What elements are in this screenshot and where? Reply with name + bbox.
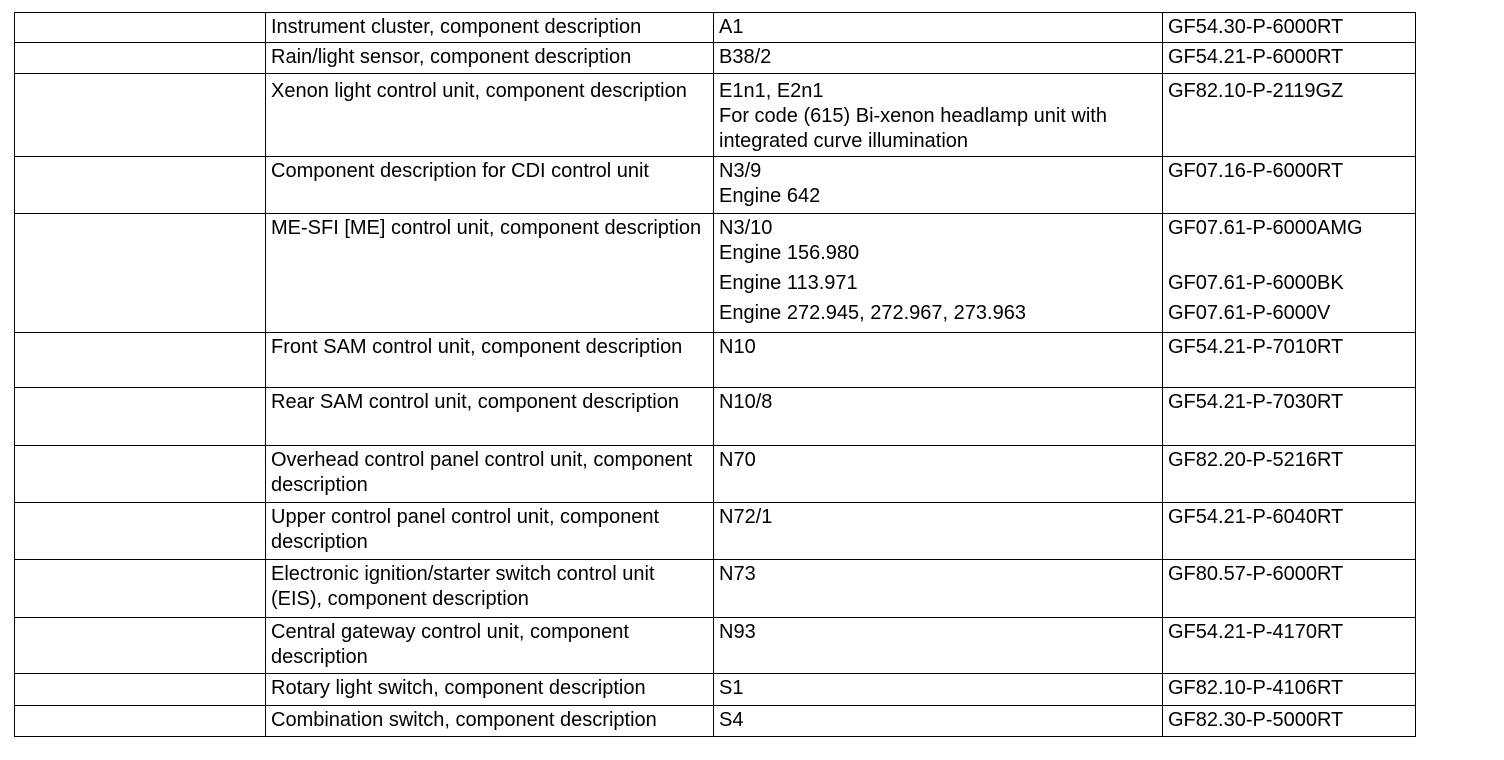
designation-cell: N10/8	[714, 388, 1163, 446]
empty-cell	[15, 560, 266, 618]
designation-cell: A1	[714, 13, 1163, 43]
empty-cell	[15, 43, 266, 74]
table-row	[15, 503, 1416, 560]
document-link[interactable]: GF07.61-P-6000BK	[1168, 272, 1344, 294]
table-row	[15, 674, 1416, 706]
designation-code: N3/10	[719, 217, 773, 239]
document-cell[interactable]: GF54.21-P-6000RT	[1163, 43, 1416, 74]
document-cell[interactable]: GF54.21-P-7030RT	[1163, 388, 1416, 446]
document-cell[interactable]: GF82.30-P-5000RT	[1163, 706, 1416, 737]
description-cell: Rain/light sensor, component description	[266, 43, 714, 74]
description-cell: Rotary light switch, component description	[266, 674, 714, 706]
empty-cell	[15, 13, 266, 43]
document-link[interactable]: GF07.61-P-6000AMG	[1168, 217, 1363, 239]
designation-cell: N73	[714, 560, 1163, 618]
empty-cell	[15, 674, 266, 706]
description-cell: ME-SFI [ME] control unit, component description	[266, 214, 714, 333]
designation-cell: N93	[714, 618, 1163, 674]
description-cell: Central gateway control unit, component description	[266, 618, 714, 674]
table-row	[15, 618, 1416, 674]
designation-cell: N72/1	[714, 503, 1163, 560]
table-row	[15, 333, 1416, 388]
designation-note: Engine 272.945, 272.967, 273.963	[719, 302, 1026, 324]
component-document-table	[14, 12, 1416, 737]
empty-cell	[15, 74, 266, 157]
description-cell: Instrument cluster, component description	[266, 13, 714, 43]
document-cell[interactable]: GF54.21-P-6040RT	[1163, 503, 1416, 560]
designation-cell: N70	[714, 446, 1163, 503]
designation-cell	[714, 74, 1163, 157]
document-cell[interactable]: GF82.10-P-4106RT	[1163, 674, 1416, 706]
description-cell: Component description for CDI control unit	[266, 157, 714, 214]
document-link[interactable]: GF07.61-P-6000V	[1168, 302, 1331, 324]
description-cell: Rear SAM control unit, component description	[266, 388, 714, 446]
description-cell: Front SAM control unit, component description	[266, 333, 714, 388]
document-cell[interactable]: GF54.30-P-6000RT	[1163, 13, 1416, 43]
table-row	[15, 706, 1416, 737]
empty-cell	[15, 706, 266, 737]
document-cell[interactable]: GF82.10-P-2119GZ	[1163, 74, 1416, 157]
designation-code: N3/9	[719, 160, 762, 182]
table-row	[15, 446, 1416, 503]
designation-note: Engine 642	[719, 185, 821, 207]
description-cell: Electronic ignition/starter switch control unit (EIS), component description	[266, 560, 714, 618]
table-row	[15, 13, 1416, 43]
table-row	[15, 43, 1416, 74]
description-cell: Overhead control panel control unit, component description	[266, 446, 714, 503]
empty-cell	[15, 446, 266, 503]
designation-code: E1n1, E2n1	[719, 80, 824, 102]
designation-note: Engine 156.980	[719, 242, 860, 264]
table-row	[15, 157, 1416, 214]
empty-cell	[15, 157, 266, 214]
empty-cell	[15, 503, 266, 560]
document-cell[interactable]: GF07.16-P-6000RT	[1163, 157, 1416, 214]
document-cell[interactable]: GF82.20-P-5216RT	[1163, 446, 1416, 503]
designation-note: For code (615) Bi-xenon headlamp unit with integrated curve illumination	[719, 105, 1107, 152]
designation-cell: B38/2	[714, 43, 1163, 74]
description-cell: Xenon light control unit, component description	[266, 74, 714, 157]
empty-cell	[15, 388, 266, 446]
document-cell	[1163, 214, 1416, 333]
table-row	[15, 74, 1416, 157]
table-row	[15, 214, 1416, 333]
designation-note: Engine 113.971	[719, 272, 858, 294]
empty-cell	[15, 618, 266, 674]
table-row	[15, 560, 1416, 618]
designation-cell: S4	[714, 706, 1163, 737]
table-row	[15, 388, 1416, 446]
empty-cell	[15, 333, 266, 388]
designation-cell	[714, 157, 1163, 214]
designation-cell: N10	[714, 333, 1163, 388]
description-cell: Combination switch, component description	[266, 706, 714, 737]
designation-cell	[714, 214, 1163, 333]
description-cell: Upper control panel control unit, component description	[266, 503, 714, 560]
empty-cell	[15, 214, 266, 333]
designation-cell: S1	[714, 674, 1163, 706]
document-cell[interactable]: GF80.57-P-6000RT	[1163, 560, 1416, 618]
document-cell[interactable]: GF54.21-P-7010RT	[1163, 333, 1416, 388]
document-cell[interactable]: GF54.21-P-4170RT	[1163, 618, 1416, 674]
